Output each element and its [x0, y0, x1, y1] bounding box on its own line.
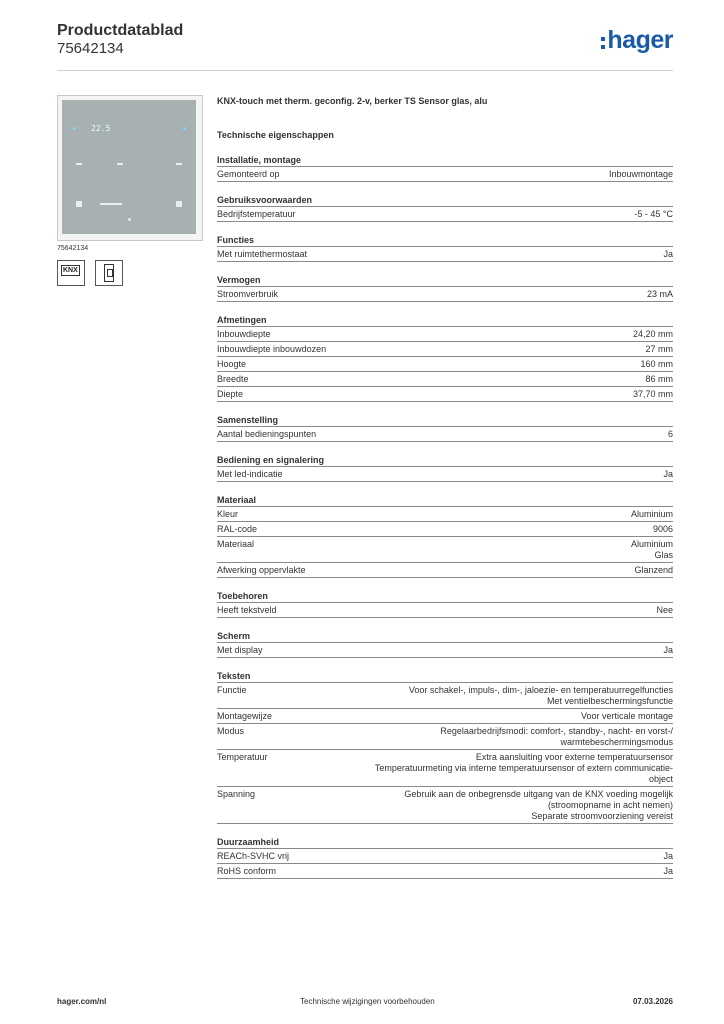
- footer-website: hager.com/nl: [57, 997, 107, 1006]
- spec-label: Materiaal: [217, 539, 255, 549]
- spec-value: Glanzend: [634, 565, 673, 575]
- document-number: 75642134: [57, 40, 124, 57]
- spec-value: 6: [667, 429, 673, 439]
- spec-label: REACh-SVHC vrij: [217, 851, 290, 861]
- thermostat-display: 22.5: [91, 124, 111, 133]
- product-glass-front: [62, 100, 196, 234]
- spec-label: Heeft tekstveld: [217, 605, 277, 615]
- label-strip-icon: [100, 203, 122, 205]
- spec-section-title: Materiaal: [217, 495, 673, 507]
- spec-value: Aluminium: [630, 509, 673, 519]
- spec-value: Voor schakel-, impuls-, dim-, jaloezie- en temperatuurregelfuncties Met ventielbeschermingsfunctie: [408, 685, 673, 706]
- spec-section: [217, 235, 673, 262]
- spec-value: -5 - 45 °C: [634, 209, 673, 219]
- technical-data: [217, 96, 673, 892]
- document-title: Productdatablad: [57, 22, 184, 39]
- spec-section: [217, 275, 673, 302]
- page-header: [57, 22, 673, 71]
- spec-section-title: Duurzaamheid: [217, 837, 673, 849]
- product-media: [57, 95, 203, 286]
- spec-value: Extra aansluiting voor externe temperatuursensor Temperatuurmeting via interne temperatuursensor of extern communicatie- object: [374, 752, 673, 784]
- button-square-icon: [176, 201, 182, 207]
- spec-row: [217, 563, 673, 578]
- spec-row: [217, 342, 673, 357]
- spec-section: [217, 415, 673, 442]
- spec-label: Kleur: [217, 509, 239, 519]
- button-mark-icon: [117, 163, 123, 165]
- spec-section-title: Samenstelling: [217, 415, 673, 427]
- spec-section-title: Installatie, montage: [217, 155, 673, 167]
- spec-label: Temperatuur: [217, 752, 268, 762]
- spec-row: [217, 537, 673, 563]
- spec-label: Spanning: [217, 789, 256, 799]
- spec-label: Met led-indicatie: [217, 469, 283, 479]
- spec-section: [217, 195, 673, 222]
- spec-label: Montagewijze: [217, 711, 273, 721]
- knx-icon-label: KNX: [63, 267, 78, 274]
- spec-value: Nee: [656, 605, 673, 615]
- spec-value: 37,70 mm: [632, 389, 673, 399]
- spec-section-title: Afmetingen: [217, 315, 673, 327]
- spec-section: [217, 837, 673, 879]
- logo-text: hager: [607, 26, 673, 54]
- spec-row: [217, 522, 673, 537]
- spec-section: [217, 455, 673, 482]
- spec-section-title: Vermogen: [217, 275, 673, 287]
- spec-label: Met ruimtethermostaat: [217, 249, 308, 259]
- button-square-icon: [76, 201, 82, 207]
- spec-section: [217, 591, 673, 618]
- spec-value: Ja: [663, 249, 673, 259]
- spec-row: [217, 709, 673, 724]
- button-mark-icon: [176, 163, 182, 165]
- product-image: [57, 95, 203, 241]
- spec-row: [217, 507, 673, 522]
- spec-label: Functie: [217, 685, 247, 695]
- spec-value: Voor verticale montage: [580, 711, 673, 721]
- spec-row: [217, 787, 673, 824]
- spec-section: [217, 495, 673, 578]
- spec-sections: [217, 155, 673, 879]
- spec-row: [217, 427, 673, 442]
- knx-icon: [57, 260, 85, 286]
- flush-mount-icon: [95, 260, 123, 286]
- spec-label: Inbouwdiepte inbouwdozen: [217, 344, 327, 354]
- spec-row: [217, 864, 673, 879]
- led-icon: [73, 127, 76, 130]
- sensor-dot-icon: [128, 218, 131, 221]
- spec-label: Inbouwdiepte: [217, 329, 271, 339]
- image-caption: 75642134: [57, 245, 89, 252]
- spec-value: 86 mm: [645, 374, 673, 384]
- spec-row: [217, 327, 673, 342]
- spec-row: [217, 683, 673, 709]
- spec-section: [217, 671, 673, 824]
- hager-logo: [601, 26, 673, 55]
- spec-value: 9006: [652, 524, 673, 534]
- spec-label: Bedrijfstemperatuur: [217, 209, 296, 219]
- footer-date: 07.03.2026: [632, 997, 673, 1006]
- spec-section: [217, 155, 673, 182]
- spec-row: [217, 167, 673, 182]
- spec-row: [217, 750, 673, 787]
- spec-row: [217, 357, 673, 372]
- spec-label: Modus: [217, 726, 245, 736]
- product-description: KNX-touch met therm. geconfig. 2-v, berker TS Sensor glas, alu: [217, 96, 488, 106]
- spec-value: Inbouwmontage: [608, 169, 673, 179]
- spec-section-title: Bediening en signalering: [217, 455, 673, 467]
- spec-row: [217, 287, 673, 302]
- spec-section-title: Teksten: [217, 671, 673, 683]
- spec-value: 27 mm: [645, 344, 673, 354]
- spec-section-title: Gebruiksvoorwaarden: [217, 195, 673, 207]
- led-icon: [183, 127, 186, 130]
- spec-row: [217, 387, 673, 402]
- spec-label: Hoogte: [217, 359, 247, 369]
- spec-value: Ja: [663, 645, 673, 655]
- certification-icons: [57, 260, 203, 286]
- spec-section: [217, 631, 673, 658]
- spec-row: [217, 247, 673, 262]
- spec-row: [217, 372, 673, 387]
- spec-section: [217, 315, 673, 402]
- spec-label: Gemonteerd op: [217, 169, 280, 179]
- spec-label: RoHS conform: [217, 866, 277, 876]
- spec-label: Afwerking oppervlakte: [217, 565, 306, 575]
- spec-value: 24,20 mm: [632, 329, 673, 339]
- spec-value: 23 mA: [646, 289, 673, 299]
- spec-row: [217, 603, 673, 618]
- spec-label: RAL-code: [217, 524, 258, 534]
- spec-section-title: Toebehoren: [217, 591, 673, 603]
- spec-label: Breedte: [217, 374, 249, 384]
- section-heading: Technische eigenschappen: [217, 130, 334, 140]
- spec-value: Aluminium Glas: [630, 539, 673, 560]
- spec-row: [217, 849, 673, 864]
- spec-row: [217, 724, 673, 750]
- spec-section-title: Scherm: [217, 631, 673, 643]
- footer-disclaimer: Technische wijzigingen voorbehouden: [300, 997, 435, 1006]
- spec-label: Met display: [217, 645, 263, 655]
- spec-value: Ja: [663, 851, 673, 861]
- spec-label: Aantal bedieningspunten: [217, 429, 317, 439]
- spec-value: Ja: [663, 866, 673, 876]
- button-mark-icon: [76, 163, 82, 165]
- spec-row: [217, 467, 673, 482]
- spec-value: Regelaarbedrijfsmodi: comfort-, standby-, nacht- en vorst-/ warmtebeschermingsmodus: [440, 726, 673, 747]
- spec-label: Diepte: [217, 389, 244, 399]
- spec-label: Stroomverbruik: [217, 289, 279, 299]
- spec-value: Gebruik aan de onbegrensde uitgang van de KNX voeding mogelijk (stroomopname in acht nemen) Separate stroomvoorziening vereist: [404, 789, 673, 821]
- logo-dots-icon: [601, 33, 605, 50]
- spec-section-title: Functies: [217, 235, 673, 247]
- spec-row: [217, 643, 673, 658]
- spec-row: [217, 207, 673, 222]
- spec-value: 160 mm: [640, 359, 673, 369]
- spec-value: Ja: [663, 469, 673, 479]
